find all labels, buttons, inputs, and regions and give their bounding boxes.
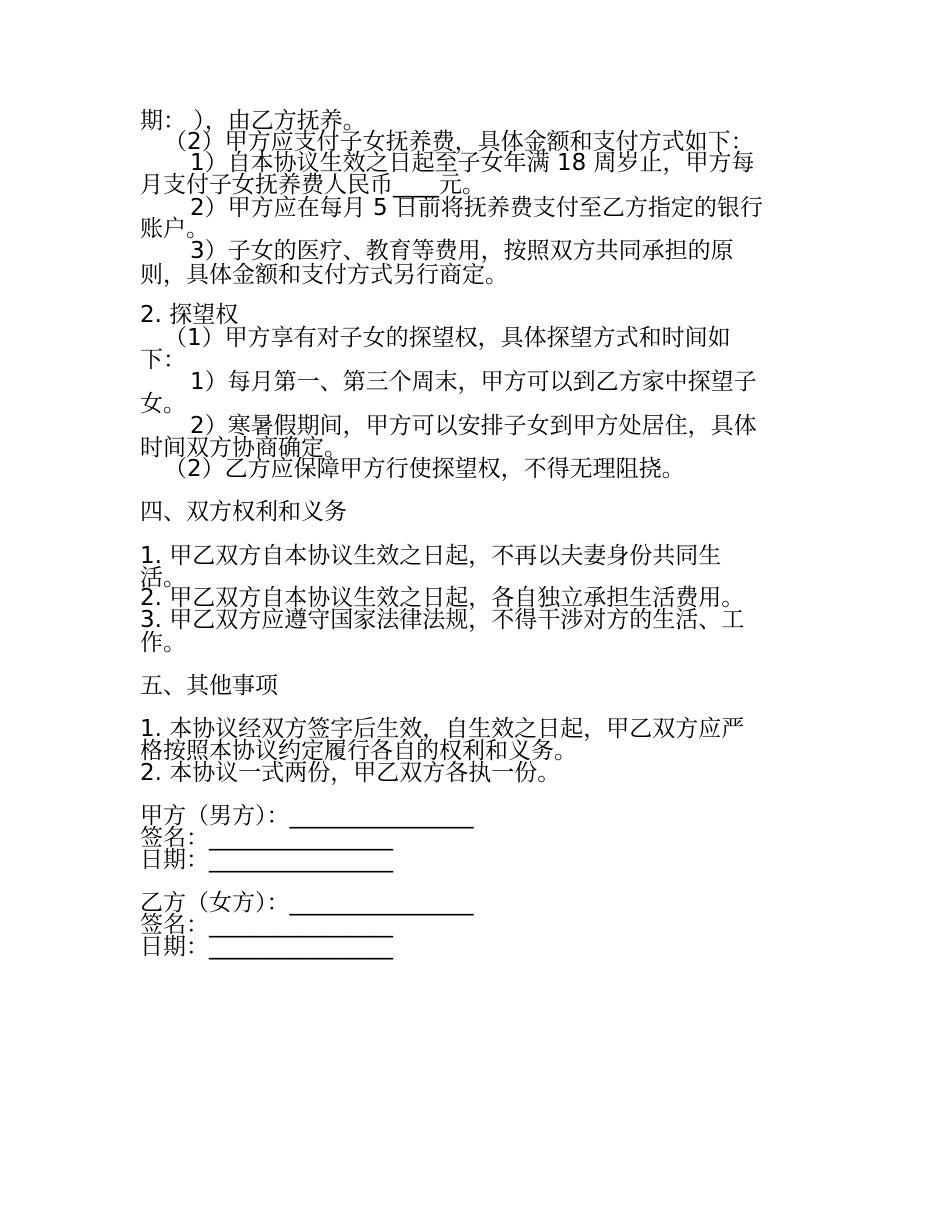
support-fee-item-1: 1）自本协议生效之日起至子女年满 18 周岁止，甲方每 bbox=[190, 150, 755, 176]
visitation-clause-1: （1）甲方享有对子女的探望权，具体探望方式和时间如 bbox=[164, 325, 731, 351]
rights-item-1-cont: 活。 bbox=[140, 565, 186, 591]
visitation-clause-1-cont: 下： bbox=[140, 347, 186, 373]
rights-item-3: 3. 甲乙双方应遵守国家法律法规，不得干涉对方的生活、工 bbox=[140, 607, 745, 633]
support-fee-item-2-cont: 账户。 bbox=[140, 216, 209, 242]
other-item-1: 1. 本协议经双方签字后生效，自生效之日起，甲乙双方应严 bbox=[140, 716, 745, 742]
visitation-heading: 2. 探望权 bbox=[140, 302, 239, 328]
section-four-heading: 四、双方权利和义务 bbox=[140, 499, 347, 525]
party-a-signature-line: 甲方（男方）：________________ bbox=[140, 803, 474, 829]
rights-item-2: 2. 甲乙双方自本协议生效之日起，各自独立承担生活费用。 bbox=[140, 585, 745, 611]
support-fee-item-1-cont: 月支付子女抚养费人民币____元。 bbox=[140, 172, 485, 198]
support-fee-item-3: 3）子女的医疗、教育等费用，按照双方共同承担的原 bbox=[190, 238, 734, 264]
party-b-signature-line: 乙方（女方）：________________ bbox=[140, 890, 474, 916]
rights-item-3-cont: 作。 bbox=[140, 630, 186, 656]
support-fee-item-3-cont: 则，具体金额和支付方式另行商定。 bbox=[140, 262, 508, 288]
party-b-date-field: 日期：________________ bbox=[140, 934, 393, 960]
party-b-sign-field: 签名：________________ bbox=[140, 912, 393, 938]
other-item-1-cont: 格按照本协议约定履行各自的权利和义务。 bbox=[140, 738, 577, 764]
support-fee-clause: （2）甲方应支付子女抚养费，具体金额和支付方式如下： bbox=[164, 129, 754, 155]
rights-item-1: 1. 甲乙双方自本协议生效之日起，不再以夫妻身份共同生 bbox=[140, 543, 722, 569]
visitation-clause-2: （2）乙方应保障甲方行使探望权，不得无理阻挠。 bbox=[164, 456, 685, 482]
support-fee-item-2: 2）甲方应在每月 5 日前将抚养费支付至乙方指定的银行 bbox=[190, 195, 763, 221]
visitation-item-2-cont: 时间双方协商确定。 bbox=[140, 435, 347, 461]
visitation-item-1-cont: 女。 bbox=[140, 391, 186, 417]
visitation-item-1: 1）每月第一、第三个周末，甲方可以到乙方家中探望子 bbox=[190, 369, 757, 395]
section-five-heading: 五、其他事项 bbox=[140, 673, 278, 699]
party-a-date-field: 日期：________________ bbox=[140, 847, 393, 873]
visitation-item-2: 2）寒暑假期间，甲方可以安排子女到甲方处居住，具体 bbox=[190, 413, 757, 439]
other-item-2: 2. 本协议一式两份，甲乙双方各执一份。 bbox=[140, 760, 561, 786]
party-a-sign-field: 签名：________________ bbox=[140, 825, 393, 851]
custody-line-end: 期： ），由乙方抚养。 bbox=[140, 108, 366, 134]
